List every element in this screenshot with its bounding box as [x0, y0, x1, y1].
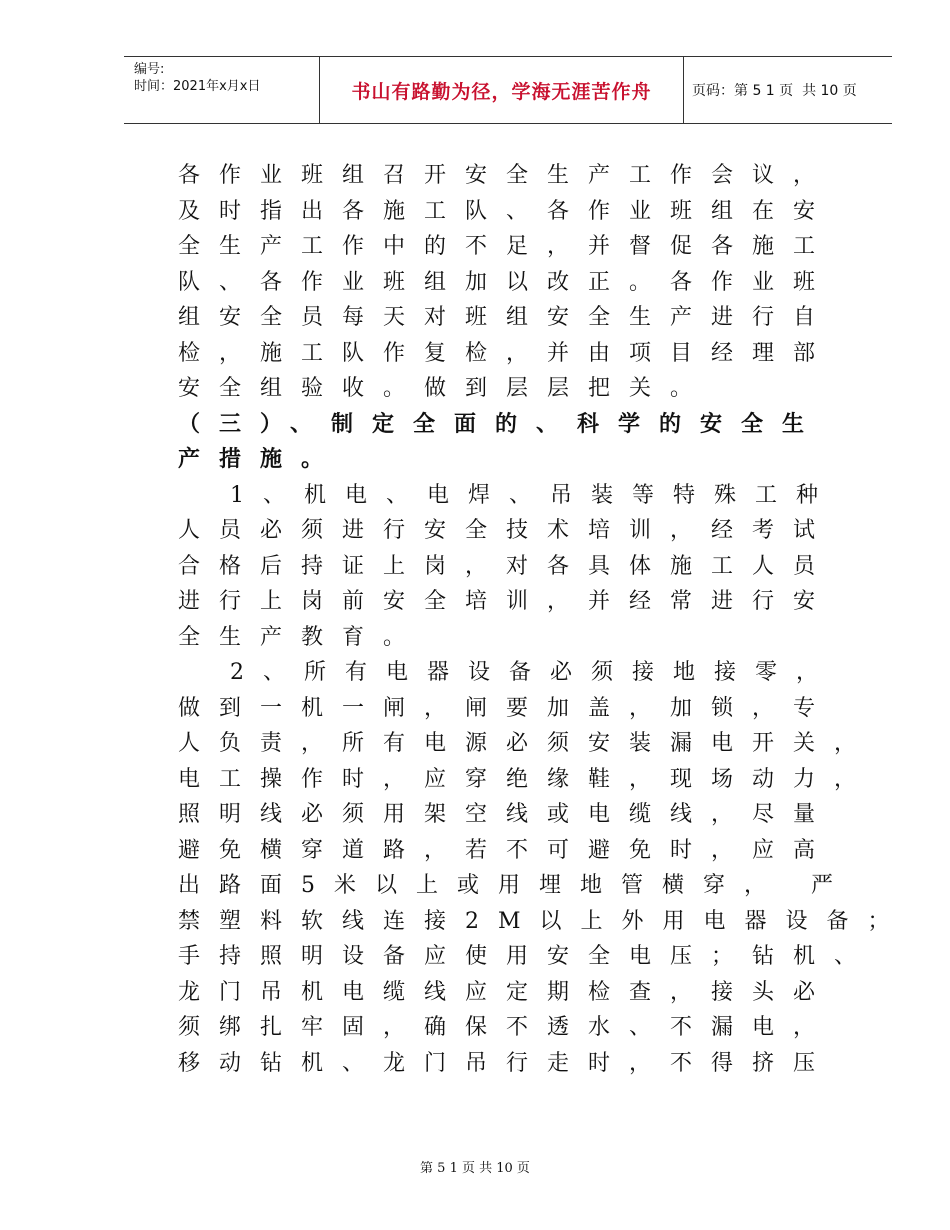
- body-line: 手持照明设备应使用安全电压；钻机、: [178, 944, 876, 969]
- body-line: 组安全员每天对班组安全生产进行自: [178, 305, 835, 330]
- header-page-info: 页码：第 5 1 页 共 10 页: [692, 83, 857, 99]
- body-line: 进行上岗前安全培训，并经常进行安: [178, 589, 835, 614]
- body-line: 须绑扎牢固，确保不透水、不漏电，: [178, 1015, 835, 1040]
- body-line: 各作业班组召开安全生产工作会议，: [178, 163, 835, 188]
- body-line: 全生产工作中的不足，并督促各施工: [178, 234, 835, 259]
- body-line: 及时指出各施工队、各作业班组在安: [178, 198, 835, 224]
- body-line: 2、所有电器设备必须接地接零，: [178, 660, 837, 685]
- section-heading: （三）、制定全面的、科学的安全生: [178, 411, 824, 437]
- body-line: 出路面5米以上或用埋地管横穿， 严: [178, 873, 852, 898]
- body-line: 人负责，所有电源必须安装漏电开关，: [178, 731, 876, 756]
- body-line: 1、机电、电焊、吊装等特殊工种: [178, 482, 837, 508]
- body-line: 检，施工队作复检，并由项目经理部: [178, 340, 835, 366]
- body-line: 合格后持证上岗，对各具体施工人员: [178, 553, 835, 579]
- header-motto: 书山有路勤为径，学海无涯苦作舟: [351, 80, 652, 103]
- body-line: 队、各作业班组加以改正。各作业班: [178, 269, 835, 295]
- body-line: 电工操作时，应穿绝缘鞋，现场动力，: [178, 766, 876, 792]
- document-number-label: 编号:: [134, 62, 165, 77]
- header-motto-cell: [320, 57, 684, 123]
- body-line: 龙门吊机电缆线应定期检查，接头必: [178, 979, 835, 1005]
- document-time-label: 时间：2021年x月x日: [134, 79, 261, 94]
- header-left-cell: [124, 57, 320, 123]
- body-line: 做到一机一闸，闸要加盖，加锁，专: [178, 695, 835, 721]
- body-line: 移动钻机、龙门吊行走时，不得挤压: [178, 1050, 835, 1076]
- body-line: 避免横穿道路，若不可避免时，应高: [178, 837, 835, 863]
- document-body: [178, 158, 909, 1081]
- body-line: 人员必须进行安全技术培训，经考试: [178, 518, 835, 543]
- page-footer: 第 5 1 页 共 10 页: [420, 1161, 530, 1176]
- body-line: 照明线必须用架空线或电缆线，尽量: [178, 802, 835, 827]
- body-line: 全生产教育。: [178, 624, 425, 650]
- page-header: [124, 56, 892, 124]
- body-line: 安全组验收。做到层层把关。: [178, 376, 712, 401]
- section-heading: 产措施。: [178, 447, 343, 472]
- body-line: 禁塑料软线连接2M以上外用电器设备；: [178, 908, 909, 934]
